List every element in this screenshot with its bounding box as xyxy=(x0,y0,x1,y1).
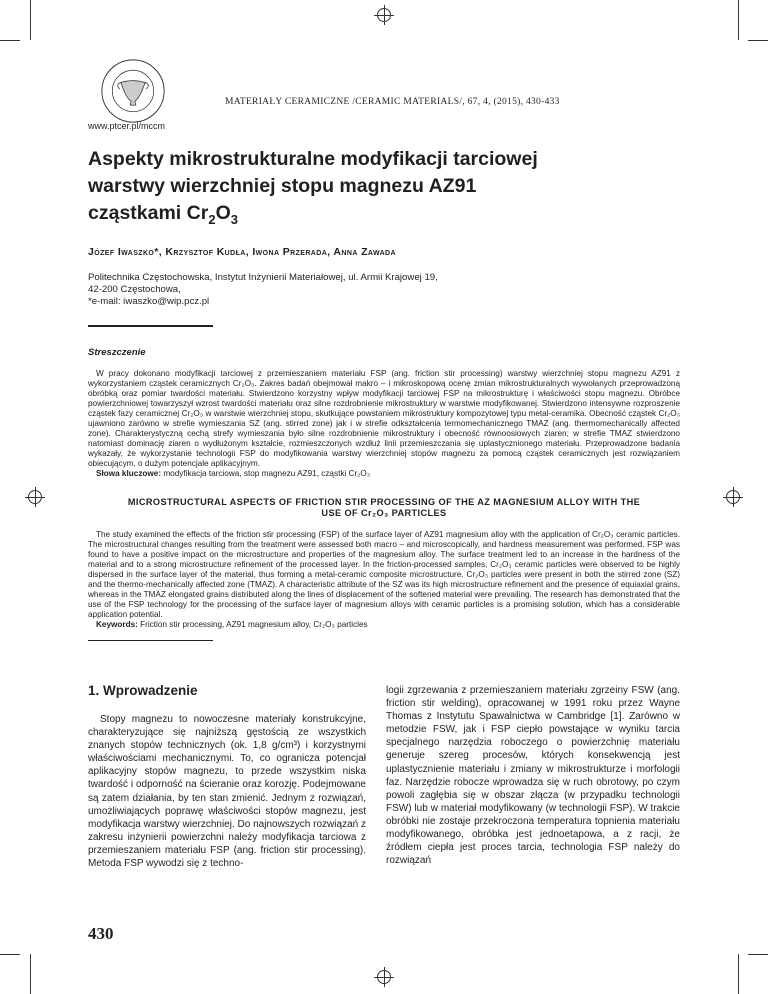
crop-mark xyxy=(0,40,20,41)
crop-mark xyxy=(748,954,768,955)
abstract-pl-heading: Streszczenie xyxy=(88,346,146,358)
registration-mark-icon xyxy=(377,8,391,22)
crop-mark xyxy=(738,0,739,40)
body-column-left xyxy=(88,683,366,870)
page-number: 430 xyxy=(88,924,114,943)
article-content xyxy=(88,146,680,870)
divider xyxy=(88,640,213,642)
registration-mark-icon xyxy=(377,970,391,984)
crop-mark xyxy=(0,954,20,955)
keywords-pl: Słowa kluczowe: modyfikacja tarciowa, stop magnezu AZ91, cząstki Cr₂O₃ xyxy=(96,468,371,478)
registration-mark-icon xyxy=(726,490,740,504)
journal-url[interactable]: www.ptcer.pl/mccm xyxy=(88,121,166,131)
divider xyxy=(88,325,213,327)
body-column-left-text: Stopy magnezu to nowoczesne materiały konstrukcyjne, charakteryzujące się najniższą gęstością ze wszystkich znanych stopów technicznych (ok. 1,8 g/cm³) i korzystnymi właściwościami mechanicznymi. To, co ogranicza potencjał aplikacyjny stopów magnezu, to przede wszystkim niska twardość i odporność na ścieranie oraz korozję. Podejmowane są zatem działania, by ten stan zmienić. Jednym z rozwiązań, umożliwiających poprawę właściwości stopów magnezu, jest modyfikacja warstwy wierzchniej. Do najnowszych rozwiązań z zakresu inżynierii powierzchni należy modyfikacja tarciowa z przemieszaniem materiału FSP (ang. friction stir processing). Metoda FSP wywodzi się z techno- xyxy=(88,714,366,870)
abstract-en-heading: MICROSTRUCTURAL ASPECTS OF FRICTION STIR PROCESSING OF THE AZ MAGNESIUM ALLOY WITH THE USE OF Cr₂O₃ PARTICLES xyxy=(127,496,641,518)
registration-mark-icon xyxy=(28,490,42,504)
keywords-en: Keywords: Friction stir processing, AZ91 magnesium alloy, Cr₂O₃ particles xyxy=(96,619,368,629)
crop-mark xyxy=(738,954,739,994)
crop-mark xyxy=(30,954,31,994)
abstract-en-text: The study examined the effects of the friction stir processing (FSP) of the surface layer of AZ91 magnesium alloy with the application of Cr₂O₃ ceramic particles. The microstructural changes resulting from the treatment were assessed both macro – and microscopically, and hardness measurement was performed. FSP was found to have a positive impact on the microstructure and properties of the magnesium alloy. The surface treatment led to an increase in the hardness of the material and to a strong microstructure refinement of the processed layer. In the friction-processed samples, Cr₂O₃ ceramic particles were observed to be highly dispersed in the surface layer of the material, thus forming a metal-ceramic composite microstructure. Cr₂O₃ particles were present in both the stirred zone (SZ) and the thermo-mechanically affected zone (TMAZ). A characteristic attribute of the SZ was its high microstructure refinement and the presence of equiaxial grains, whereas in the TMAZ elongated grains distributed along the lines of displacement of the softened material were prevailing. The research has demonstrated that the use of the FSP technology for the processing of the surface layer of magnesium alloys with ceramic particles is a promising solution, which has a considerable application potential. xyxy=(88,529,680,619)
body-column-right: logii zgrzewania z przemieszaniem materiału zgrzeiny FSW (ang. friction stir welding), opracowanej w 1991 roku przez Wayne Thomas z Instytutu Spawalnictwa w Cambridge [1]. Zarówno w metodzie FSW, jak i FSP ciepło powstające w wyniku tarcia specjalnego narzędzia roboczego o powierzchnię materiału generuje szereg procesów, których konsekwencją jest uplastycznienie materiału i zmiany w mikrostrukturze i morfologii faz. Narzędzie robocze wprowadza się w ruch obrotowy, po czym powoli zagłębia się w obszar złącza (w przypadku technologii FSW) lub w materiał modyfikowany (w technologii FSP). W trakcie obróbki nie zostaje przekroczona temperatura topnienia materiału modyfikowanego, obróbka jest jednoetapowa, a z racji, że źródłem ciepła jest proces tarcia, technologia FSP należy do rozwiązań xyxy=(386,685,680,867)
abstract-pl-text: W pracy dokonano modyfikacji tarciowej z przemieszaniem materiału FSP (ang. friction stir processing) warstwy wierzchniej stopu magnezu AZ91 z wykorzystaniem cząstek ceramicznych Cr₂O₃. Zakres badań obejmował makro – i mikroskopową ocenę zmian mikrostrukturalnych wywołanych przeprowadzoną obróbką oraz pomiar twardości materiału. Stwierdzono korzystny wpływ modyfikacji tarciowej FSP na mikrostrukturę i właściwości stopu magnezu. Obróbce powierzchniowej towarzyszył wzrost twardości materiału oraz silne rozdrobnienie mikrostruktury w warstwie modyfikowanej. Stwierdzono intensywne rozproszenie cząstek fazy ceramicznej Cr₂O₃ w warstwie wierzchniej stopu, skutkujące powstaniem mikrostruktury kompozytowej typu metal-ceramika. Obecność cząstek Cr₂O₃ ujawniono zarówno w strefie wymieszania SZ (ang. stirred zone) jak i w strefie odkształcenia termomechanicznego TMAZ (ang. thermomechanically affected zone). Charakterystyczną cechą strefy wymieszania było silne rozdrobnienie mikrostruktury i obecność równoosiowych ziaren; w strefie TMAZ stwierdzono natomiast dominację ziaren o wydłużonym kształcie, rozmieszczonych wzdłuż linii przemieszczania się uplastycznionego materiału. Przeprowadzone badania wykazały, że wykorzystanie technologii FSP do modyfikowania warstwy wierzchniej stopów magnezu za pomocą cząstek ceramicznych jest rozwiązaniem obiecującym, o dużym potencjale aplikacyjnym. xyxy=(88,368,680,468)
section-heading: 1. Wprowadzenie xyxy=(88,683,198,698)
journal-citation: MATERIAŁY CERAMICZNE /CERAMIC MATERIALS/, 67, 4, (2015), 430-433 xyxy=(225,97,560,107)
affiliation: Politechnika Częstochowska, Instytut Inżynierii Materiałowej, ul. Armii Krajowej 19, 42-200 Częstochowa, *e-mail: iwaszko@wip.pcz.pl xyxy=(88,272,438,307)
article-title: Aspekty mikrostrukturalne modyfikacji tarciowej warstwy wierzchniej stopu magnezu AZ91 cząstkami $Cr_2O_3$ xyxy=(88,148,538,227)
crop-mark xyxy=(30,0,31,40)
society-logo xyxy=(100,58,166,124)
body-text xyxy=(88,683,680,870)
crop-mark xyxy=(748,40,768,41)
authors: Józef Iwaszko*, Krzysztof Kudła, Iwona Przerada, Anna Zawada xyxy=(88,246,396,258)
